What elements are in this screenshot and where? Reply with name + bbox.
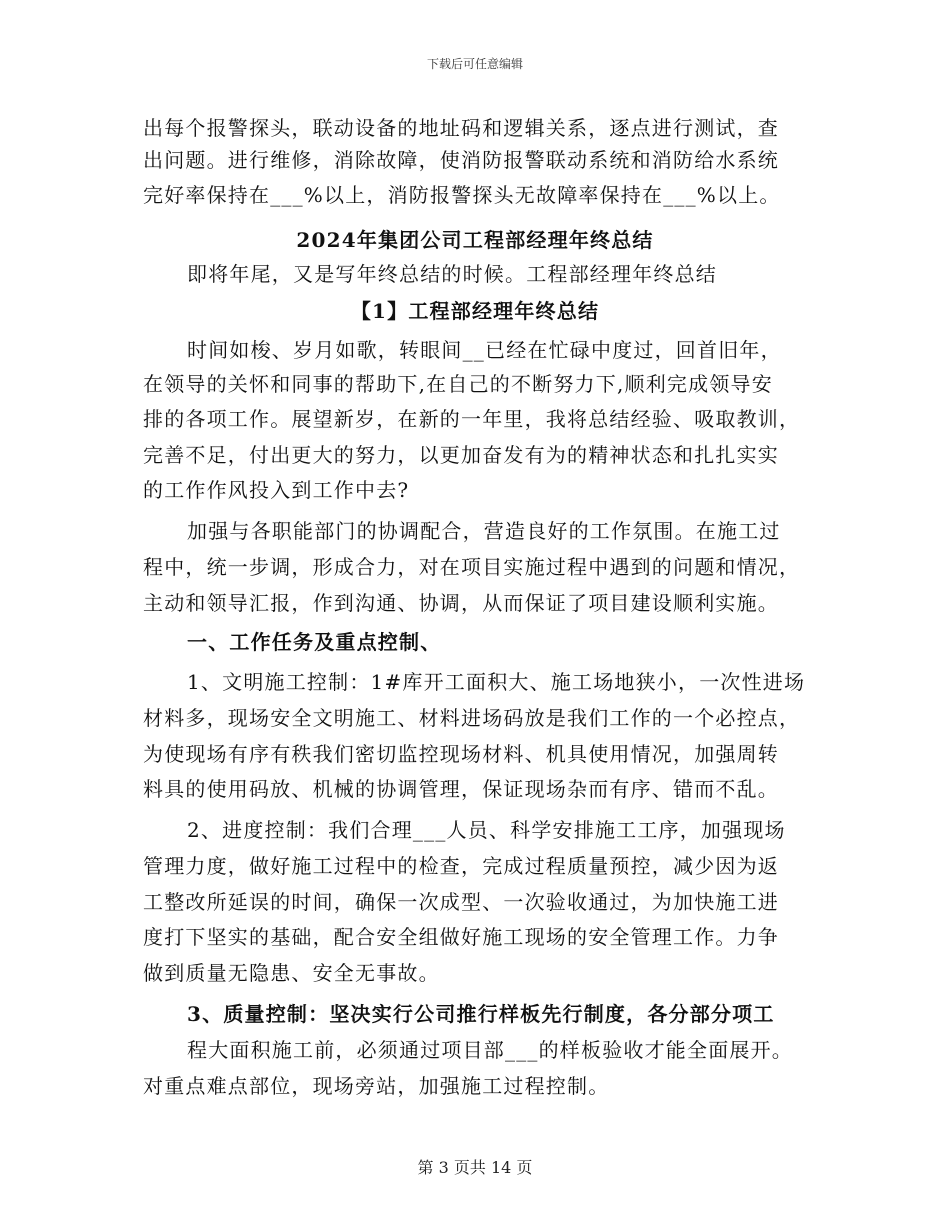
body-line: 完好率保持在___%以上，消防报警探头无故障率保持在___%以上。 — [143, 183, 781, 207]
body-line: 为使现场有序有秩我们密切监控现场材料、机具使用情况，加强周转 — [143, 742, 779, 766]
body-line: 3、质量控制：坚决实行公司推行样板先行制度，各分部分项工 — [187, 1002, 775, 1026]
section-heading: 【1】工程部经理年终总结 — [350, 299, 600, 323]
page-footer: 第 3 页共 14 页 — [417, 1158, 533, 1177]
body-line: 工整改所延误的时间，确保一次成型、一次验收通过，为加快施工进 — [143, 890, 779, 914]
body-line: 1、文明施工控制：1#库开工面积大、施工场地狭小，一次性进场 — [187, 670, 806, 694]
body-line: 2、进度控制：我们合理___人员、科学安排施工工序，加强现场 — [187, 818, 786, 842]
document-title: 2024年集团公司工程部经理年终总结 — [296, 228, 654, 252]
body-line: 度打下坚实的基础，配合安全组做好施工现场的安全管理工作。力争 — [143, 925, 779, 949]
body-line: 程中，统一步调，形成合力，对在项目实施过程中遇到的问题和情况， — [143, 555, 801, 579]
body-line: 做到质量无隐患、安全无事故。 — [143, 961, 440, 985]
section-heading: 一、工作任务及重点控制、 — [187, 630, 442, 654]
body-line: 主动和领导汇报，作到沟通、协调，从而保证了项目建设顺利实施。 — [143, 591, 779, 615]
body-line: 料具的使用码放、机械的协调管理，保证现场杂而有序、错而不乱。 — [143, 777, 779, 801]
body-line: 排的各项工作。展望新岁，在新的一年里，我将总结经验、吸取教训， — [143, 407, 801, 431]
body-line: 在领导的关怀和同事的帮助下,在自己的不断努力下,顺利完成领导安 — [143, 372, 773, 396]
body-line: 的工作作风投入到工作中去? — [143, 478, 410, 502]
body-line: 管理力度，做好施工过程中的检查，完成过程质量预控，减少因为返 — [143, 854, 779, 878]
body-line: 程大面积施工前，必须通过项目部___的样板验收才能全面展开。 — [187, 1038, 793, 1062]
body-line: 完善不足，付出更大的努力，以更加奋发有为的精神状态和扎扎实实 — [143, 443, 779, 467]
body-line: 出问题。进行维修，消除故障，使消防报警联动系统和消防给水系统 — [143, 148, 779, 172]
body-line: 出每个报警探头，联动设备的地址码和逻辑关系，逐点进行测试，查 — [143, 116, 779, 140]
body-line: 对重点难点部位，现场旁站，加强施工过程控制。 — [143, 1074, 610, 1098]
body-line: 时间如梭、岁月如歌，转眼间__已经在忙碌中度过，回首旧年， — [187, 338, 782, 362]
body-line: 加强与各职能部门的协调配合，营造良好的工作氛围。在施工过 — [187, 519, 781, 543]
body-line: 即将年尾，又是写年终总结的时候。工程部经理年终总结 — [187, 262, 717, 286]
body-line: 材料多，现场安全文明施工、材料进场码放是我们工作的一个必控点， — [143, 706, 801, 730]
page-header: 下载后可任意编辑 — [426, 57, 523, 71]
